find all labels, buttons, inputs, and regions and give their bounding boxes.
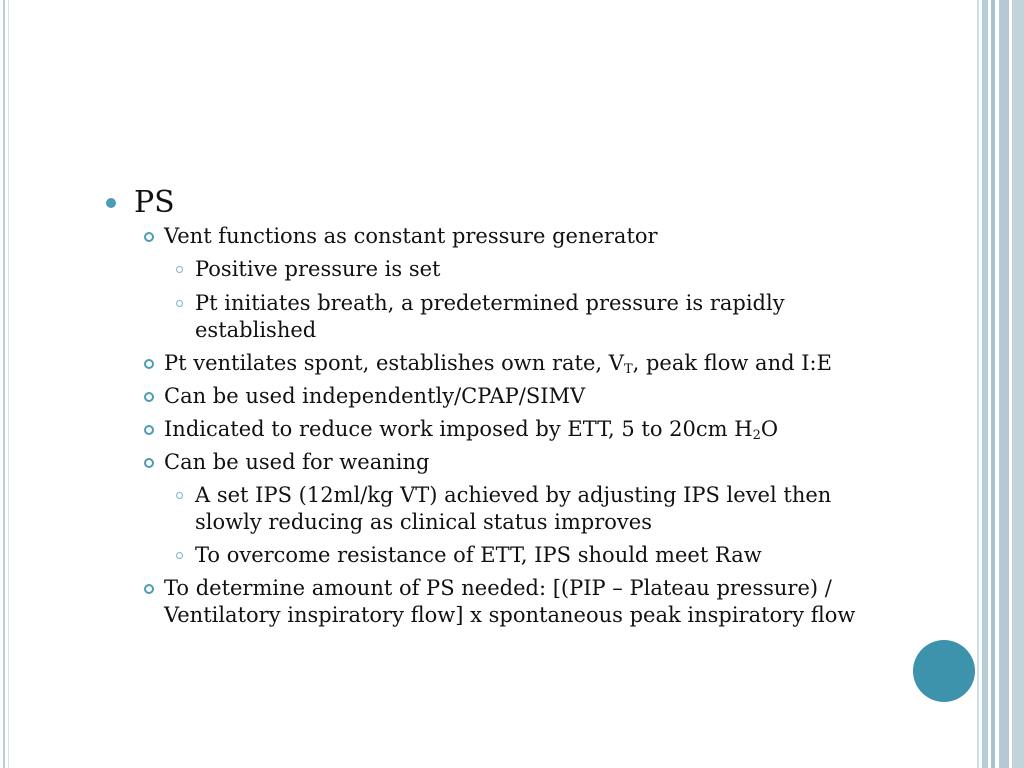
small-ring-bullet-icon xyxy=(176,300,183,307)
bullet-text: Vent functions as constant pressure generator xyxy=(164,224,658,248)
text-segment: , peak flow and I:E xyxy=(632,351,832,375)
slide-body xyxy=(104,183,894,635)
ring-bullet-icon xyxy=(144,425,154,435)
subscript: 2 xyxy=(752,428,761,443)
bullet-text: Pt initiates breath, a predetermined pressure is rapidly established xyxy=(195,291,785,342)
bullet-text: Can be used for weaning xyxy=(164,450,430,474)
bullet-level2 xyxy=(104,416,894,443)
bullet-level2 xyxy=(104,449,894,476)
bullet-text: PS xyxy=(134,185,175,220)
ring-bullet-icon xyxy=(144,392,154,402)
bullet-text: Positive pressure is set xyxy=(195,257,441,281)
subscript: T xyxy=(623,362,633,377)
decorative-circle xyxy=(913,640,975,702)
bullet-text xyxy=(164,417,778,441)
small-ring-bullet-icon xyxy=(176,552,183,559)
ring-bullet-icon xyxy=(144,232,154,242)
bullet-text: A set IPS (12ml/kg VT) achieved by adjusting IPS level then slowly reducing as clinical status improves xyxy=(195,483,832,534)
small-ring-bullet-icon xyxy=(176,266,183,273)
ring-bullet-icon xyxy=(144,584,154,594)
ring-bullet-icon xyxy=(144,458,154,468)
bullet-level3 xyxy=(104,290,894,344)
ring-bullet-icon xyxy=(144,359,154,369)
bullet-level2 xyxy=(104,575,894,629)
left-border-line-inner xyxy=(8,0,9,768)
bullet-level3 xyxy=(104,542,894,569)
bullet-level3 xyxy=(104,256,894,283)
bullet-text: Can be used independently/CPAP/SIMV xyxy=(164,384,586,408)
right-decorative-stripes xyxy=(977,0,1024,768)
text-segment: Indicated to reduce work imposed by ETT, 5 to 20cm H xyxy=(164,417,753,441)
bullet-level2 xyxy=(104,383,894,410)
text-segment: O xyxy=(760,417,779,441)
bullet-level3 xyxy=(104,482,894,536)
bullet-text: To overcome resistance of ETT, IPS should meet Raw xyxy=(195,543,762,567)
bullet-level2 xyxy=(104,350,894,377)
bullet-level2 xyxy=(104,223,894,250)
bullet-text: To determine amount of PS needed: [(PIP – Plateau pressure) / Ventilatory inspiratory flow] x spontaneous peak inspiratory flow xyxy=(164,576,856,627)
bullet-text xyxy=(164,351,832,375)
text-segment: Pt ventilates spont, establishes own rate, V xyxy=(164,351,624,375)
stripe xyxy=(999,0,1009,768)
small-ring-bullet-icon xyxy=(176,492,183,499)
left-border-line xyxy=(3,0,5,768)
bullet-level1 xyxy=(104,183,894,223)
stripe xyxy=(1012,0,1024,768)
filled-circle-bullet-icon xyxy=(106,198,116,208)
